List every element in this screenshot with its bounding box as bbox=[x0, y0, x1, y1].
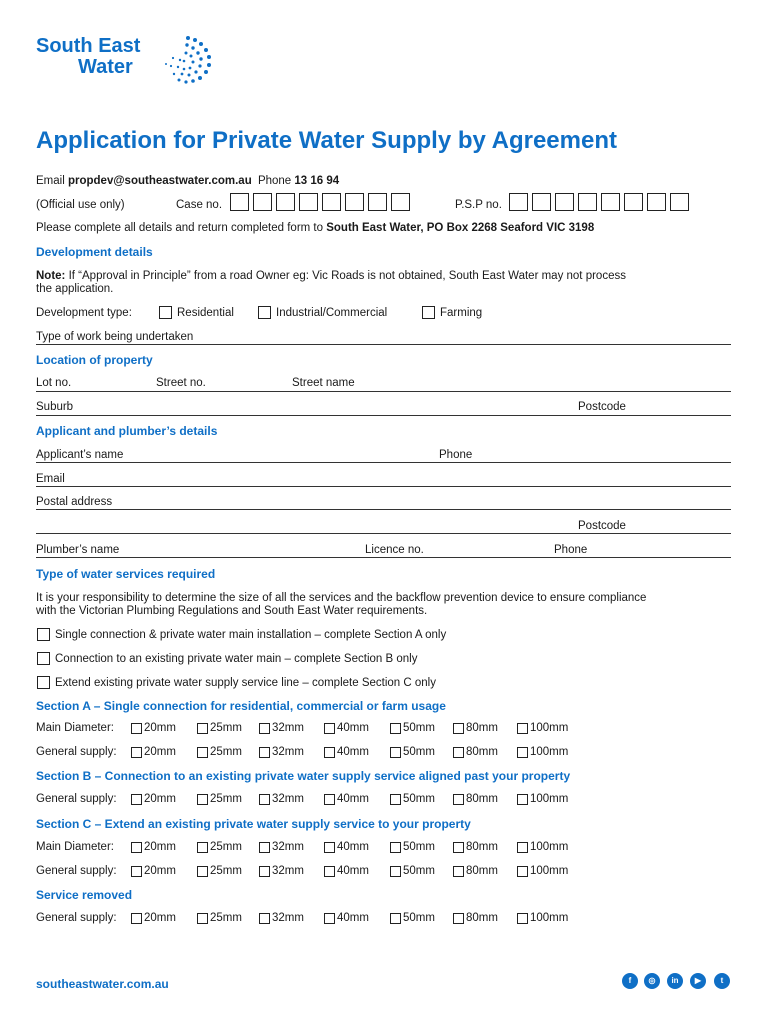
youtube-icon[interactable]: ▶ bbox=[690, 973, 706, 989]
size-checkbox[interactable] bbox=[197, 913, 208, 924]
note-line2: the application. bbox=[36, 283, 114, 295]
size-label: 32mm bbox=[272, 841, 304, 853]
note-line1 bbox=[36, 269, 626, 283]
size-label: 100mm bbox=[530, 865, 569, 877]
size-checkbox[interactable] bbox=[197, 747, 208, 758]
size-checkbox[interactable] bbox=[259, 794, 270, 805]
size-label: 20mm bbox=[144, 746, 176, 758]
size-checkbox[interactable] bbox=[324, 794, 335, 805]
size-label: 80mm bbox=[466, 746, 498, 758]
size-checkbox[interactable] bbox=[259, 866, 270, 877]
email-value: propdev@southeastwater.com.au bbox=[67, 175, 252, 187]
size-label: 32mm bbox=[272, 912, 304, 924]
size-checkbox[interactable] bbox=[324, 866, 335, 877]
size-checkbox[interactable] bbox=[131, 723, 142, 734]
psp-no-label: P.S.P no. bbox=[455, 199, 502, 211]
applicant-email-label: Email bbox=[36, 473, 65, 485]
size-label: 100mm bbox=[530, 722, 569, 734]
case-no-label: Case no. bbox=[176, 199, 223, 211]
size-checkbox[interactable] bbox=[517, 723, 528, 734]
phone-label: Phone bbox=[257, 175, 292, 187]
size-label: 25mm bbox=[210, 912, 242, 924]
size-label: 50mm bbox=[403, 841, 435, 853]
applicant-name-field[interactable] bbox=[36, 462, 731, 463]
size-checkbox[interactable] bbox=[390, 723, 401, 734]
general-supply-label: General supply: bbox=[36, 912, 117, 924]
postal-address-field-2[interactable] bbox=[36, 533, 731, 534]
residential-label: Residential bbox=[177, 307, 234, 319]
size-checkbox[interactable] bbox=[453, 723, 464, 734]
postal-address-field[interactable] bbox=[36, 509, 731, 510]
size-label: 32mm bbox=[272, 865, 304, 877]
service-removed-heading: Service removed bbox=[36, 888, 133, 902]
applicant-postcode-label: Postcode bbox=[578, 520, 626, 532]
size-checkbox[interactable] bbox=[324, 842, 335, 853]
service-option-c-label: Extend existing private water supply service line – complete Section C only bbox=[55, 677, 436, 689]
size-checkbox[interactable] bbox=[390, 794, 401, 805]
note-label: Note: bbox=[36, 270, 66, 282]
size-checkbox[interactable] bbox=[197, 842, 208, 853]
size-label: 32mm bbox=[272, 746, 304, 758]
size-label: 20mm bbox=[144, 793, 176, 805]
size-checkbox[interactable] bbox=[390, 747, 401, 758]
postal-address-label: Postal address bbox=[36, 496, 113, 508]
section-c-heading: Section C – Extend an existing private water supply service to your property bbox=[36, 817, 471, 831]
main-diameter-label: Main Diameter: bbox=[36, 841, 114, 853]
case-no-digit-box[interactable] bbox=[230, 193, 249, 211]
development-type-label: Development type: bbox=[36, 307, 132, 319]
street-no-label: Street no. bbox=[156, 377, 206, 389]
service-removed-general-supply-row bbox=[36, 912, 569, 926]
size-checkbox[interactable] bbox=[517, 866, 528, 877]
return-instructions bbox=[36, 221, 594, 235]
industrial-commercial-checkbox[interactable] bbox=[258, 306, 271, 319]
case-no-digit-box[interactable] bbox=[391, 193, 410, 211]
size-checkbox[interactable] bbox=[517, 842, 528, 853]
size-checkbox[interactable] bbox=[453, 866, 464, 877]
services-para-line1: It is your responsibility to determine the size of all the services and the backflow prevention device to ensure compliance bbox=[36, 592, 647, 604]
street-name-label: Street name bbox=[292, 377, 355, 389]
water-swirl-logo-icon bbox=[160, 34, 216, 86]
residential-checkbox[interactable] bbox=[159, 306, 172, 319]
size-label: 100mm bbox=[530, 841, 569, 853]
official-use-label: (Official use only) bbox=[36, 199, 125, 211]
size-checkbox[interactable] bbox=[131, 747, 142, 758]
twitter-icon[interactable]: t bbox=[714, 973, 730, 989]
farming-label: Farming bbox=[440, 307, 483, 319]
size-checkbox[interactable] bbox=[517, 913, 528, 924]
plumber-phone-label: Phone bbox=[554, 544, 588, 556]
section-b-heading: Section B – Connection to an existing private water supply service aligned past your property bbox=[36, 769, 571, 783]
size-checkbox[interactable] bbox=[197, 723, 208, 734]
size-checkbox[interactable] bbox=[259, 913, 270, 924]
applicant-email-field[interactable] bbox=[36, 486, 731, 487]
address-field[interactable] bbox=[36, 391, 731, 392]
section-a-heading: Section A – Single connection for residential, commercial or farm usage bbox=[36, 699, 446, 713]
size-checkbox[interactable] bbox=[197, 794, 208, 805]
logo-text-line1: South East bbox=[36, 35, 141, 57]
psp-no-digit-box[interactable] bbox=[670, 193, 689, 211]
size-checkbox[interactable] bbox=[324, 913, 335, 924]
case-no-digit-box[interactable] bbox=[299, 193, 318, 211]
farming-checkbox[interactable] bbox=[422, 306, 435, 319]
size-label: 100mm bbox=[530, 793, 569, 805]
return-address: South East Water, PO Box 2268 Seaford VIC 3198 bbox=[326, 222, 595, 234]
main-diameter-label: Main Diameter: bbox=[36, 722, 114, 734]
email-label: Email bbox=[36, 175, 65, 187]
service-option-c-checkbox[interactable] bbox=[37, 676, 50, 689]
plumber-field[interactable] bbox=[36, 557, 731, 558]
size-label: 50mm bbox=[403, 746, 435, 758]
facebook-icon[interactable]: f bbox=[622, 973, 638, 989]
size-label: 20mm bbox=[144, 912, 176, 924]
service-option-b-label: Connection to an existing private water main – complete Section B only bbox=[55, 653, 418, 665]
size-checkbox[interactable] bbox=[131, 866, 142, 877]
psp-no-digit-box[interactable] bbox=[555, 193, 574, 211]
size-checkbox[interactable] bbox=[324, 723, 335, 734]
size-checkbox[interactable] bbox=[259, 842, 270, 853]
case-no-digit-box[interactable] bbox=[276, 193, 295, 211]
size-label: 25mm bbox=[210, 746, 242, 758]
size-label: 100mm bbox=[530, 912, 569, 924]
service-option-a-label: Single connection & private water main installation – complete Section A only bbox=[55, 629, 447, 641]
case-no-digit-box[interactable] bbox=[253, 193, 272, 211]
size-label: 80mm bbox=[466, 865, 498, 877]
service-option-b-checkbox[interactable] bbox=[37, 652, 50, 665]
general-supply-label: General supply: bbox=[36, 746, 117, 758]
size-label: 50mm bbox=[403, 865, 435, 877]
phone-value: 13 16 94 bbox=[294, 175, 340, 187]
section-c-main-diameter-row bbox=[36, 841, 569, 855]
section-c-general-supply-row bbox=[36, 865, 569, 879]
contact-line bbox=[36, 174, 339, 188]
size-label: 25mm bbox=[210, 841, 242, 853]
applicant-name-label: Applicant’s name bbox=[36, 449, 124, 461]
size-checkbox[interactable] bbox=[453, 794, 464, 805]
size-label: 80mm bbox=[466, 722, 498, 734]
applicant-phone-label: Phone bbox=[439, 449, 473, 461]
applicant-heading: Applicant and plumber’s details bbox=[36, 424, 218, 438]
size-label: 40mm bbox=[337, 793, 369, 805]
size-label: 20mm bbox=[144, 865, 176, 877]
psp-no-digit-box[interactable] bbox=[532, 193, 551, 211]
case-no-digit-box[interactable] bbox=[322, 193, 341, 211]
size-label: 100mm bbox=[530, 746, 569, 758]
services-heading: Type of water services required bbox=[36, 567, 216, 581]
case-no-digit-box[interactable] bbox=[345, 193, 364, 211]
note-text: If “Approval in Principle” from a road Owner eg: Vic Roads is not obtained, South East Water may not process bbox=[68, 270, 626, 282]
size-label: 50mm bbox=[403, 793, 435, 805]
size-label: 32mm bbox=[272, 793, 304, 805]
size-checkbox[interactable] bbox=[390, 913, 401, 924]
location-heading: Location of property bbox=[36, 353, 153, 367]
industrial-commercial-label: Industrial/Commercial bbox=[276, 307, 388, 319]
size-checkbox[interactable] bbox=[197, 866, 208, 877]
size-label: 80mm bbox=[466, 793, 498, 805]
psp-no-digit-box[interactable] bbox=[509, 193, 528, 211]
size-checkbox[interactable] bbox=[131, 913, 142, 924]
logo bbox=[36, 36, 140, 78]
size-checkbox[interactable] bbox=[131, 794, 142, 805]
size-label: 40mm bbox=[337, 722, 369, 734]
linkedin-icon[interactable]: in bbox=[667, 973, 683, 989]
footer-url-link[interactable]: southeastwater.com.au bbox=[36, 977, 169, 991]
service-option-a-checkbox[interactable] bbox=[37, 628, 50, 641]
general-supply-label: General supply: bbox=[36, 793, 117, 805]
size-label: 20mm bbox=[144, 722, 176, 734]
services-para-line2: with the Victorian Plumbing Regulations and South East Water requirements. bbox=[36, 605, 428, 617]
development-heading: Development details bbox=[36, 245, 153, 259]
size-label: 50mm bbox=[403, 912, 435, 924]
postcode-label: Postcode bbox=[578, 401, 626, 413]
work-type-label: Type of work being undertaken bbox=[36, 331, 194, 343]
page-title: Application for Private Water Supply by Agreement bbox=[36, 127, 617, 154]
lot-no-label: Lot no. bbox=[36, 377, 72, 389]
size-checkbox[interactable] bbox=[453, 747, 464, 758]
size-label: 80mm bbox=[466, 912, 498, 924]
psp-no-digit-box[interactable] bbox=[624, 193, 643, 211]
instagram-icon[interactable]: ◎ bbox=[644, 973, 660, 989]
size-checkbox[interactable] bbox=[259, 747, 270, 758]
licence-no-label: Licence no. bbox=[365, 544, 424, 556]
section-a-general-supply-row bbox=[36, 746, 569, 760]
psp-no-digit-box[interactable] bbox=[578, 193, 597, 211]
size-checkbox[interactable] bbox=[453, 913, 464, 924]
plumber-name-label: Plumber’s name bbox=[36, 544, 120, 556]
work-type-field[interactable] bbox=[36, 344, 731, 345]
size-label: 40mm bbox=[337, 912, 369, 924]
size-label: 25mm bbox=[210, 865, 242, 877]
size-label: 40mm bbox=[337, 841, 369, 853]
size-label: 20mm bbox=[144, 841, 176, 853]
size-label: 80mm bbox=[466, 841, 498, 853]
size-checkbox[interactable] bbox=[390, 842, 401, 853]
general-supply-label: General supply: bbox=[36, 865, 117, 877]
size-label: 50mm bbox=[403, 722, 435, 734]
psp-no-digit-box[interactable] bbox=[647, 193, 666, 211]
logo-text-line2: Water bbox=[78, 56, 133, 78]
suburb-field[interactable] bbox=[36, 415, 731, 416]
section-b-general-supply-row bbox=[36, 793, 569, 807]
section-a-main-diameter-row bbox=[36, 722, 569, 736]
psp-no-digit-box[interactable] bbox=[601, 193, 620, 211]
size-label: 25mm bbox=[210, 793, 242, 805]
case-no-digit-box[interactable] bbox=[368, 193, 387, 211]
suburb-label: Suburb bbox=[36, 401, 74, 413]
return-text: Please complete all details and return completed form to bbox=[36, 222, 324, 234]
size-label: 40mm bbox=[337, 865, 369, 877]
size-checkbox[interactable] bbox=[259, 723, 270, 734]
size-checkbox[interactable] bbox=[517, 794, 528, 805]
size-checkbox[interactable] bbox=[390, 866, 401, 877]
size-label: 40mm bbox=[337, 746, 369, 758]
size-label: 25mm bbox=[210, 722, 242, 734]
size-checkbox[interactable] bbox=[131, 842, 142, 853]
size-checkbox[interactable] bbox=[324, 747, 335, 758]
size-label: 32mm bbox=[272, 722, 304, 734]
size-checkbox[interactable] bbox=[517, 747, 528, 758]
size-checkbox[interactable] bbox=[453, 842, 464, 853]
